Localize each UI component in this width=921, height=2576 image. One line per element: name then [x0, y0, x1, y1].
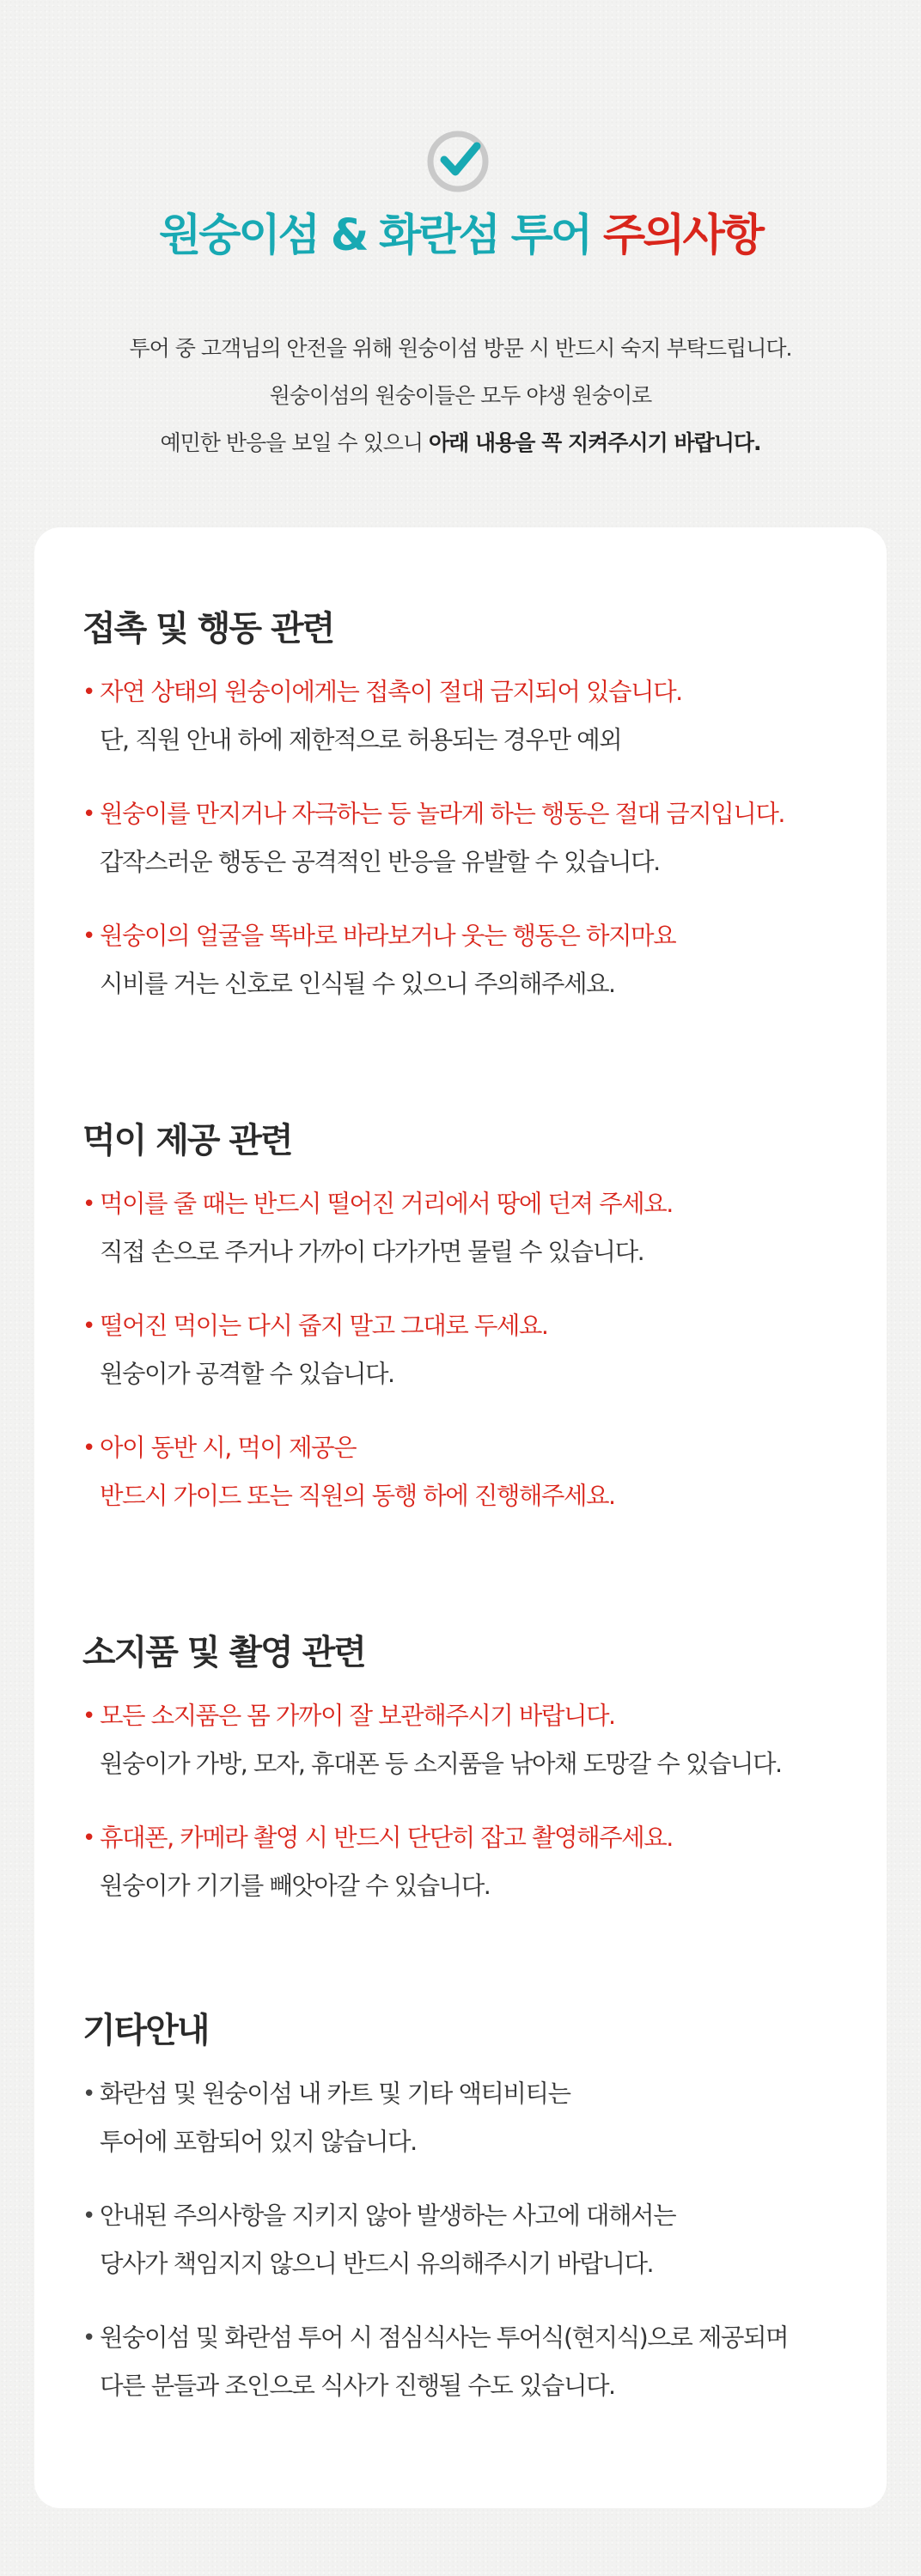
check-circle-icon	[425, 129, 491, 194]
intro-text	[0, 325, 921, 466]
section-heading: 소지품 및 촬영 관련	[82, 1633, 365, 1672]
list-item	[82, 1302, 873, 1398]
item-warning: 휴대폰, 카메라 촬영 시 반드시 단단히 잡고 촬영해주세요.	[100, 1824, 673, 1852]
item-warning: 떨어진 먹이는 다시 줍지 말고 그대로 두세요.	[100, 1312, 548, 1340]
item-warning: 원숭이의 얼굴을 똑바로 바라보거나 웃는 행동은 하지마요	[100, 922, 676, 950]
intro-line-3-bold: 아래 내용을 꼭 지켜주시기 바랍니다.	[428, 430, 761, 455]
item-detail: 갑작스러운 행동은 공격적인 반응을 유발할 수 있습니다.	[100, 848, 660, 876]
bullet: •	[82, 2081, 96, 2107]
list-item	[82, 1424, 873, 1520]
section-items	[82, 2070, 873, 2410]
item-text-cont: 다른 분들과 조인으로 식사가 진행될 수도 있습니다.	[100, 2372, 615, 2400]
item-warning-cont: 반드시 가이드 또는 직원의 동행 하에 진행해주세요.	[100, 1482, 615, 1510]
section-heading: 먹이 제공 관련	[82, 1121, 292, 1160]
item-warning: 자연 상태의 원숭이에게는 접촉이 절대 금지되어 있습니다.	[100, 678, 682, 706]
item-warning: 먹이를 줄 때는 반드시 떨어진 거리에서 땅에 던져 주세요.	[100, 1190, 673, 1218]
section-items	[82, 1180, 873, 1520]
bullet: •	[82, 1191, 96, 1217]
bullet: •	[82, 2325, 96, 2351]
section-heading: 기타안내	[82, 2011, 209, 2050]
page-title	[0, 199, 921, 263]
list-item	[82, 1814, 873, 1910]
item-text-cont: 투어에 포함되어 있지 않습니다.	[100, 2128, 417, 2156]
item-detail: 원숭이가 기기를 빼앗아갈 수 있습니다.	[100, 1872, 491, 1900]
bullet: •	[82, 2203, 96, 2229]
item-warning: 원숭이를 만지거나 자극하는 등 놀라게 하는 행동은 절대 금지입니다.	[100, 800, 784, 828]
section-other-info	[82, 2005, 873, 2400]
item-text: 원숭이섬 및 화란섬 투어 시 점심식사는 투어식(현지식)으로 제공되며	[100, 2323, 789, 2352]
item-detail: 시비를 거는 신호로 인식될 수 있으니 주의해주세요.	[100, 970, 615, 998]
list-item	[82, 790, 873, 886]
section-feeding	[82, 1115, 873, 1510]
item-detail: 단, 직원 안내 하에 제한적으로 허용되는 경우만 예외	[100, 726, 622, 754]
bullet: •	[82, 923, 96, 949]
item-detail: 원숭이가 가방, 모자, 휴대폰 등 소지품을 낚아채 도망갈 수 있습니다.	[100, 1750, 782, 1778]
intro-line-1: 투어 중 고객님의 안전을 위해 원숭이섬 방문 시 반드시 숙지 부탁드립니다.	[129, 336, 792, 361]
item-warning: 모든 소지품은 몸 가까이 잘 보관해주시기 바랍니다.	[100, 1702, 615, 1730]
intro-line-3-plain: 예민한 반응을 보일 수 있으니	[160, 430, 429, 455]
item-detail: 원숭이가 공격할 수 있습니다.	[100, 1360, 394, 1388]
bullet: •	[82, 679, 96, 705]
intro-line-3	[0, 419, 921, 466]
intro-line-2: 원숭이섬의 원숭이들은 모두 야생 원숭이로	[269, 383, 652, 408]
bullet: •	[82, 1703, 96, 1729]
title-red-part: 주의사항	[602, 210, 762, 261]
section-belongings	[82, 1627, 873, 1900]
section-items	[82, 1692, 873, 1910]
section-items	[82, 668, 873, 1008]
bullet: •	[82, 801, 96, 827]
item-text-cont: 당사가 책임지지 않으니 반드시 유의해주시기 바랍니다.	[100, 2250, 654, 2278]
list-item	[82, 1692, 873, 1788]
item-text: 화란섬 및 원숭이섬 내 카트 및 기타 액티비티는	[100, 2080, 570, 2108]
list-item	[82, 912, 873, 1008]
list-item	[82, 1180, 873, 1276]
bullet: •	[82, 1825, 96, 1851]
title-teal-part: 원숭이섬 & 화란섬 투어	[159, 210, 591, 261]
notice-card	[34, 527, 887, 2508]
bullet: •	[82, 1313, 96, 1339]
item-detail: 직접 손으로 주거나 가까이 다가가면 물릴 수 있습니다.	[100, 1238, 644, 1266]
list-item	[82, 668, 873, 764]
item-warning: 아이 동반 시, 먹이 제공은	[100, 1434, 357, 1462]
list-item	[82, 2070, 873, 2166]
list-item	[82, 2192, 873, 2288]
list-item	[82, 2314, 873, 2410]
section-heading: 접촉 및 행동 관련	[82, 609, 334, 649]
item-text: 안내된 주의사항을 지키지 않아 발생하는 사고에 대해서는	[100, 2201, 676, 2230]
section-contact	[82, 603, 873, 998]
bullet: •	[82, 1435, 96, 1461]
